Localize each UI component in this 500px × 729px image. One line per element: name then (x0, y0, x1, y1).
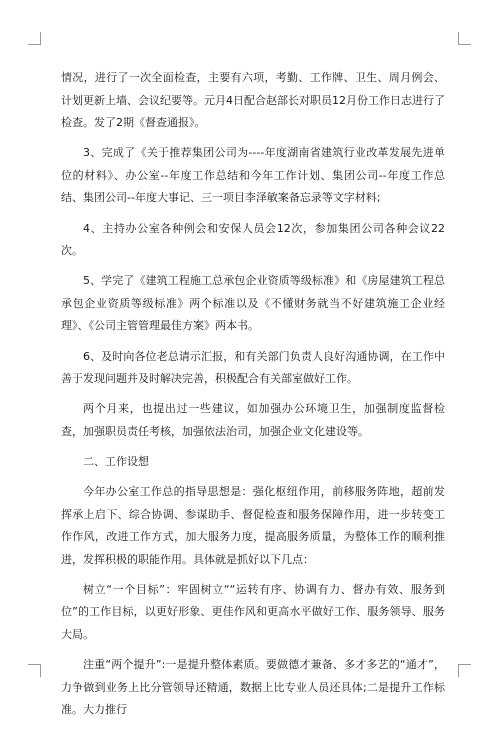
paragraph-inspection-summary: 情况，进行了一次全面检查，主要有六项，考勤、工作牌、卫生、周月例会、计划更新上墙、会议纪要等。元月4日配合赵部长对职员12月份工作日志进行了检查。发了2期《督查通报》。 (61, 71, 445, 130)
crop-mark-top-left (28, 32, 41, 45)
crop-mark-bottom-left (28, 664, 41, 677)
paragraph-one-goal: 树立“一个目标”：牢固树立““运转有序、协调有力、督办有效、服务到位”的工作目标，以更好形象、更佳作风和更高水平做好工作、服务领导、服务大局。 (61, 582, 445, 642)
section-heading-work-plan: 二、工作设想 (83, 454, 149, 468)
document-body (61, 67, 445, 729)
paragraph-item-6-reporting: 6、及时向各位老总请示汇报，和有关部门负责人良好沟通协调，在工作中善于发现问题并及时解决完善，积极配合有关部室做好工作。 (61, 349, 445, 386)
paragraph-item-3-written-materials: 3、完成了《关于推荐集团公司为----年度湖南省建筑行业改革发展先进单位的材料》、办公室--年度工作总结和今年工作计划、集团公司--年度工作总结、集团公司--年度大事记、三一项目李泽敏案备忘录等文字材料; (61, 146, 445, 205)
paragraph-item-4-meetings: 4、主持办公室各种例会和安保人员会12次，参加集团公司各种会议22次。 (61, 221, 445, 258)
paragraph-two-improvements: 注重“两个提升”:一是提升整体素质。要做德才兼备、多才多艺的“通才”，力争做到业务上比分管领导还精通，数据上比专业人员还具体;二是提升工作标准。大力推行 (61, 658, 445, 717)
paragraph-item-5-study: 5、学完了《建筑工程施工总承包企业资质等级标准》和《房屋建筑工程总承包企业资质等级标准》两个标准以及《不懂财务就当不好建筑施工企业经理》、《公司主管管理最佳方案》两本书。 (61, 274, 445, 333)
paragraph-suggestions: 两个月来，也提出过一些建议，如加强办公环境卫生，加强制度监督检查，加强职员责任考核，加强依法治司，加强企业文化建设等。 (61, 402, 445, 438)
crop-mark-top-right (458, 32, 471, 45)
paragraph-guiding-idea: 今年办公室工作总的指导思想是：强化枢纽作用，前移服务阵地，超前发挥承上启下、综合协调、参谋助手、督促检查和服务保障作用，进一步转变工作作风，改进工作方式，加大服务力度，提高服务质量，为整体工作的顺利推进，发挥积极的职能作用。具体就是抓好以下几点： (61, 485, 445, 566)
crop-mark-bottom-right (458, 664, 471, 677)
